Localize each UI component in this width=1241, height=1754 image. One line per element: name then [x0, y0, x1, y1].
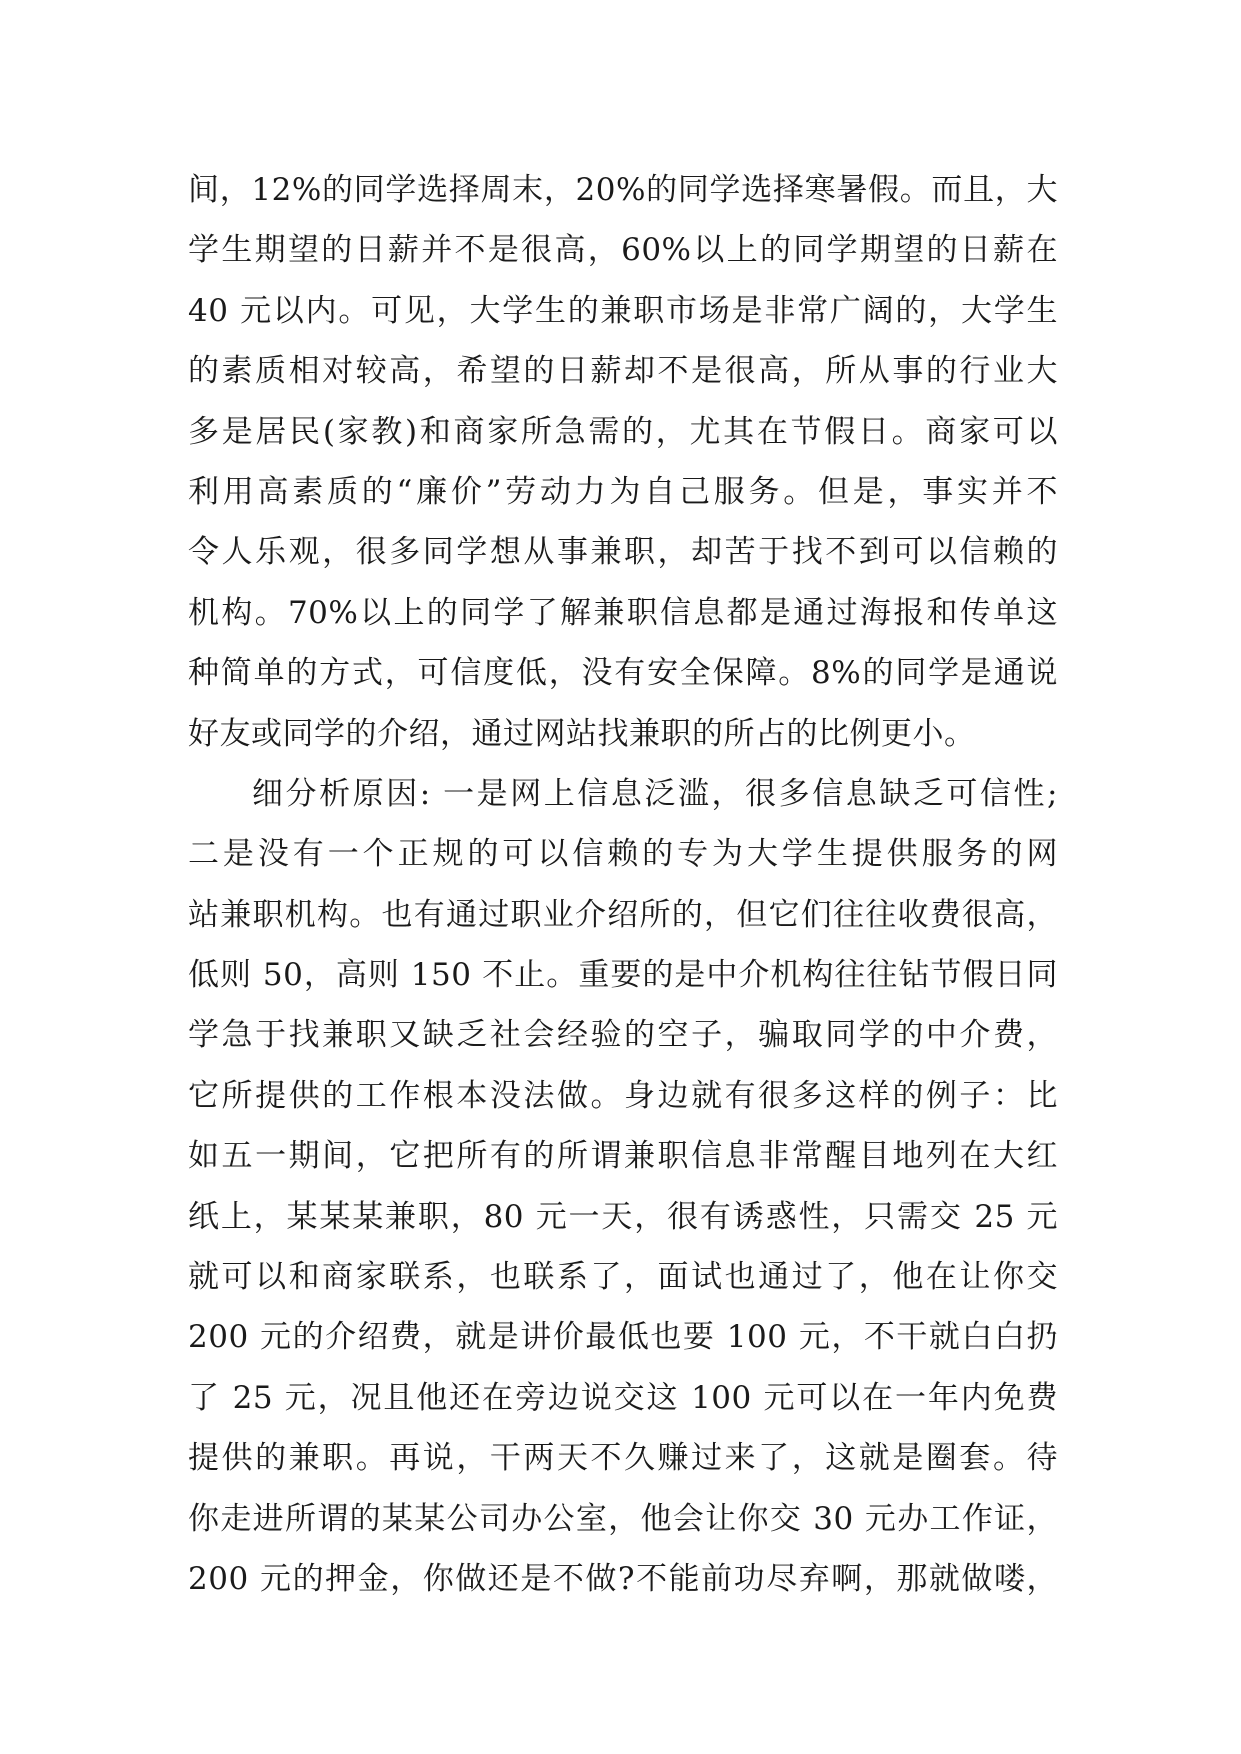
text-line: 学生期望的日薪并不是很高，60%以上的同学期望的日薪在: [188, 232, 1058, 269]
text-line: 多是居民(家教)和商家所急需的，尤其在节假日。商家可以: [188, 413, 1058, 450]
text-line: 机构。70%以上的同学了解兼职信息都是通过海报和传单这: [188, 594, 1058, 631]
text-line: 200 元的介绍费，就是讲价最低也要 100 元，不干就白白扔: [188, 1319, 1058, 1356]
text-line: 站兼职机构。也有通过职业介绍所的，但它们往往收费很高，: [188, 896, 1058, 933]
text-line: 的素质相对较高，希望的日薪却不是很高，所从事的行业大: [188, 353, 1058, 390]
text-line: 它所提供的工作根本没法做。身边就有很多这样的例子：比: [188, 1077, 1058, 1114]
text-line: 二是没有一个正规的可以信赖的专为大学生提供服务的网: [188, 836, 1058, 873]
text-line: 纸上，某某某兼职，80 元一天，很有诱惑性，只需交 25 元: [188, 1198, 1058, 1235]
body-text: [188, 160, 1058, 1609]
text-line: 40 元以内。可见，大学生的兼职市场是非常广阔的，大学生: [188, 292, 1058, 329]
text-line: 令人乐观，很多同学想从事兼职，却苦于找不到可以信赖的: [188, 534, 1058, 571]
text-line: 间，12%的同学选择周末，20%的同学选择寒暑假。而且，大: [188, 172, 1058, 208]
text-line: 学急于找兼职又缺乏社会经验的空子，骗取同学的中介费，: [188, 1017, 1058, 1054]
text-line: 了 25 元，况且他还在旁边说交这 100 元可以在一年内免费: [188, 1379, 1058, 1416]
text-line: 就可以和商家联系，也联系了，面试也通过了，他在让你交: [188, 1259, 1058, 1296]
text-line: 好友或同学的介绍，通过网站找兼职的所占的比例更小。: [188, 715, 976, 752]
text-line: 种简单的方式，可信度低，没有安全保障。8%的同学是通说: [188, 655, 1058, 692]
text-line: 200 元的押金，你做还是不做?不能前功尽弃啊，那就做喽，: [188, 1560, 1058, 1597]
text-line: 如五一期间，它把所有的所谓兼职信息非常醒目地列在大红: [188, 1138, 1058, 1175]
text-line: 低则 50，高则 150 不止。重要的是中介机构往往钻节假日同: [188, 957, 1058, 994]
text-line: 提供的兼职。再说，干两天不久赚过来了，这就是圈套。待: [188, 1440, 1058, 1477]
text-line: 你走进所谓的某某公司办公室，他会让你交 30 元办工作证，: [188, 1500, 1058, 1537]
text-line: 利用高素质的“廉价”劳动力为自己服务。但是，事实并不: [188, 473, 1058, 510]
paragraph-start-line: 细分析原因: 一是网上信息泛滥，很多信息缺乏可信性;: [252, 775, 1058, 812]
